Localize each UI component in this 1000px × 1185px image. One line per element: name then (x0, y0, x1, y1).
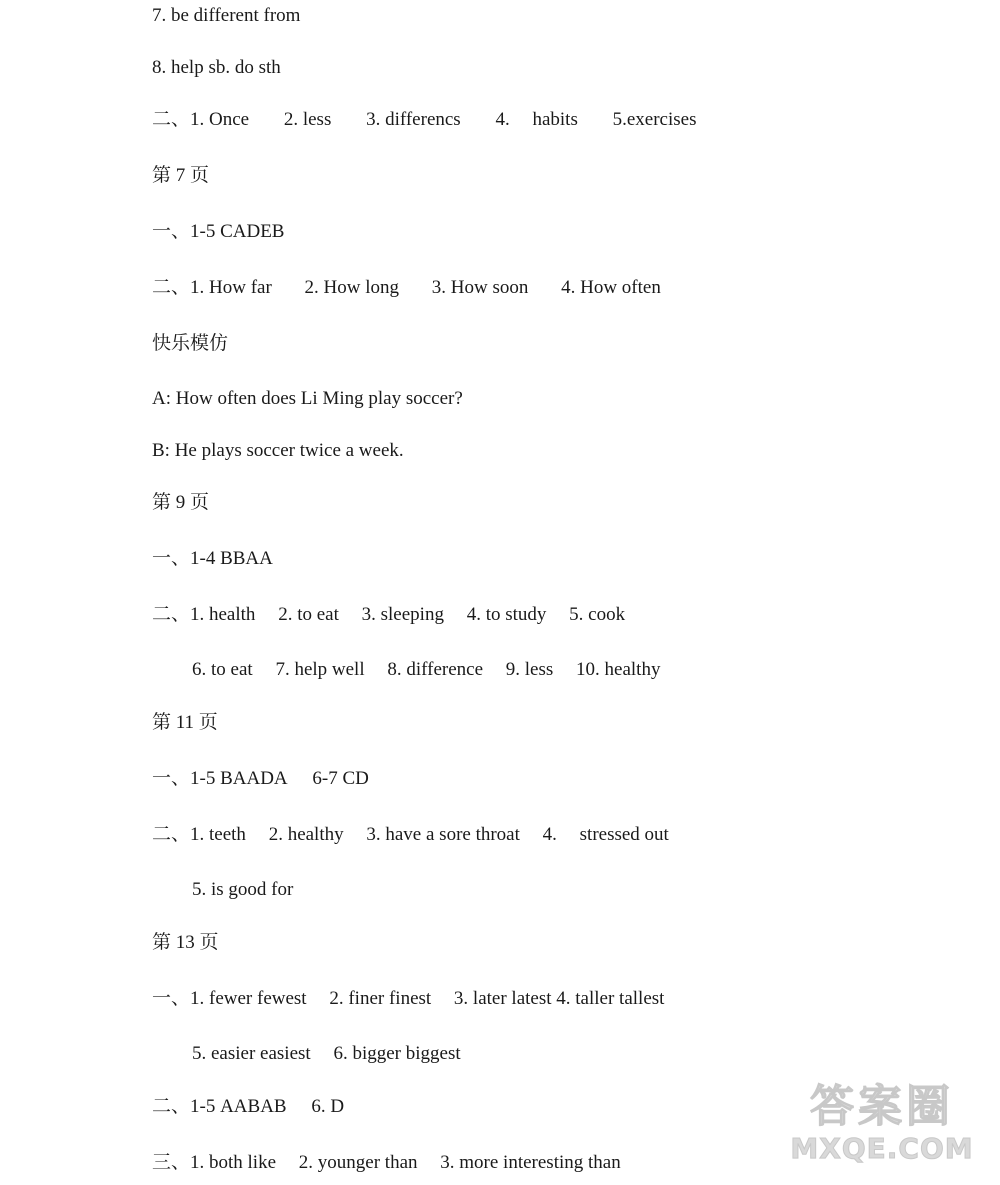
dialogue-text: B: He plays soccer twice a week. (152, 440, 404, 461)
page-heading (152, 164, 209, 188)
answer-item: 4. to study (466, 604, 547, 625)
answer-item: 10. healthy (576, 659, 661, 680)
answer-item: 7. help well (275, 659, 365, 680)
answer-item: 二、1. health (152, 604, 256, 625)
answer-item: 二、1. Once (152, 109, 250, 130)
answer-item: 6. D (311, 1096, 345, 1117)
answer-item: 2. finer finest (329, 988, 432, 1009)
section-2-answers (152, 603, 625, 627)
answer-item: 3. How soon (431, 277, 529, 298)
answer-item: 3. differencs (366, 109, 461, 130)
answer-item: 9. less (505, 659, 554, 680)
answer-item: 二、1. How far (152, 277, 272, 298)
section-2-answers (152, 108, 697, 132)
section-1-answers-continued (192, 1042, 461, 1066)
page-heading-text: 第 11 页 (152, 712, 218, 733)
section-2-answers (152, 276, 661, 300)
section-1-answers (152, 547, 273, 571)
answer-item: 2. How long (304, 277, 400, 298)
answer-line-7 (152, 4, 300, 28)
section-heading (152, 332, 228, 356)
answer-item: 二、1. teeth (152, 824, 246, 845)
dialogue-line-b (152, 439, 404, 463)
answer-item: 一、1. fewer fewest (152, 988, 307, 1009)
watermark-logo (782, 1082, 982, 1177)
answer-line-8 (152, 56, 281, 80)
answer-item: stressed out (579, 824, 669, 845)
answer-item: 2. healthy (268, 824, 344, 845)
line-text: 7. be different from (152, 5, 301, 26)
answer-item: 2. to eat (278, 604, 339, 625)
section-3-answers (152, 1151, 621, 1175)
line-text: 8. help sb. do sth (152, 57, 281, 78)
answer-item: 4. How often (561, 277, 661, 298)
answer-item: 8. difference (387, 659, 484, 680)
page-heading-text: 第 13 页 (152, 932, 219, 953)
answer-item: 4. (495, 109, 510, 130)
answer-item: habits (532, 109, 578, 130)
answer-item: 6. bigger biggest (333, 1043, 461, 1064)
answer-item: 2. younger than (298, 1152, 418, 1173)
answer-item: 一、1-5 BAADA (152, 768, 288, 789)
answer-item: 3. more interesting than (440, 1152, 621, 1173)
section-heading-text: 快乐模仿 (152, 333, 229, 354)
answer-item: 5. easier easiest (192, 1043, 311, 1064)
watermark-top-text: 答案圈 (810, 1081, 954, 1132)
page-heading-text: 第 9 页 (152, 492, 210, 513)
dialogue-text: A: How often does Li Ming play soccer? (152, 388, 463, 409)
section-1-answers (152, 220, 284, 244)
watermark-bottom-text: MXQE.COM (790, 1132, 974, 1165)
section-2-answers-continued (192, 878, 293, 902)
answer-item: 6-7 CD (312, 768, 369, 789)
section-2-answers-continued (192, 658, 660, 682)
section-1-answers (152, 987, 664, 1011)
answer-item: 6. to eat (192, 659, 253, 680)
answer-item: 5.exercises (612, 109, 697, 130)
answer-item: 3. sleeping (361, 604, 444, 625)
page-heading-text: 第 7 页 (152, 165, 210, 186)
answer-item: 二、1-5 AABAB (152, 1096, 287, 1117)
answer-item: 4. (542, 824, 557, 845)
section-2-answers (152, 1095, 344, 1119)
section-2-answers (152, 823, 669, 847)
answer-item: 5. is good for (192, 879, 294, 900)
page-heading (152, 931, 219, 955)
answer-item: 3. later latest 4. taller tallest (453, 988, 665, 1009)
answer-item: 一、1-4 BBAA (152, 548, 273, 569)
section-1-answers (152, 767, 369, 791)
answer-item: 3. have a sore throat (366, 824, 520, 845)
answer-item: 一、1-5 CADEB (152, 221, 285, 242)
page-heading (152, 711, 218, 735)
answer-item: 三、1. both like (152, 1152, 277, 1173)
answer-item: 2. less (283, 109, 332, 130)
dialogue-line-a (152, 387, 463, 411)
answer-item: 5. cook (569, 604, 626, 625)
page-heading (152, 491, 209, 515)
